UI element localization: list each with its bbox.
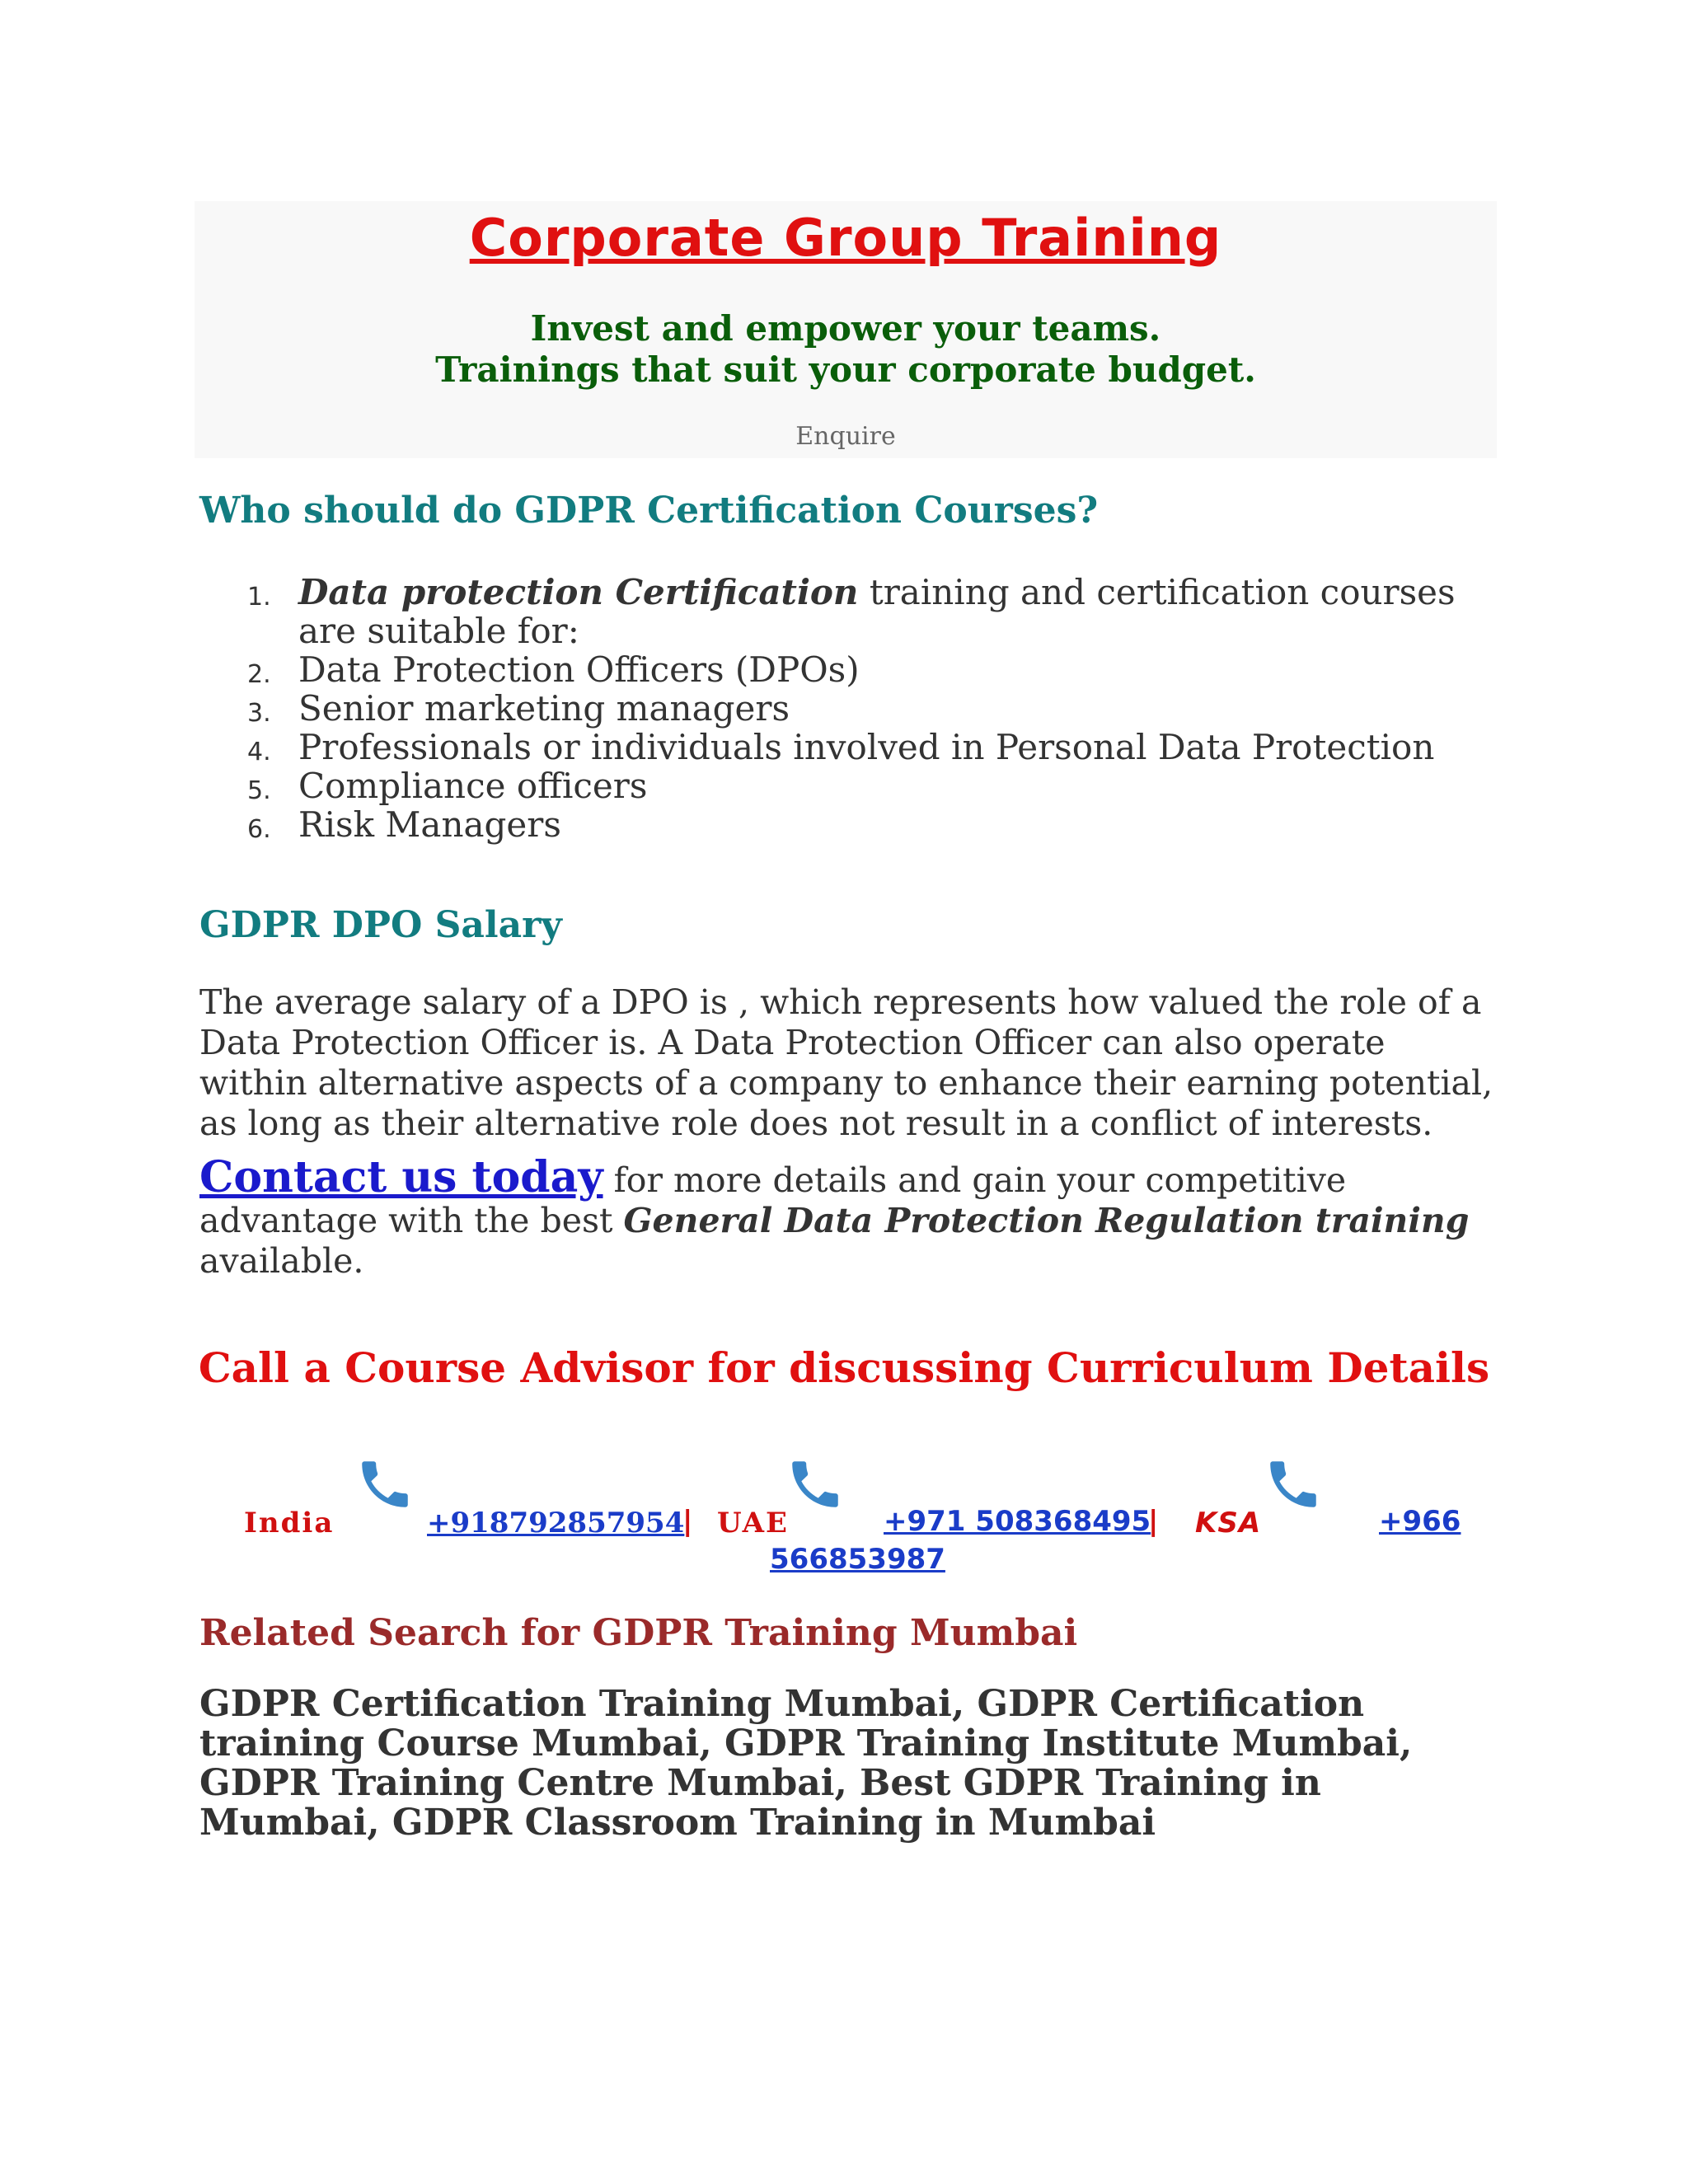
- phone-icon: [354, 1454, 415, 1515]
- audience-list: [199, 573, 1485, 844]
- list-item: [199, 689, 1485, 728]
- contact-bold-text: General Data Protection Regulation training: [623, 1201, 1470, 1240]
- banner-subtitle-line2: Trainings that suit your corporate budget.: [435, 349, 1256, 390]
- phone-icon: [785, 1454, 846, 1515]
- uae-phone-link[interactable]: +971 508368495: [884, 1505, 1151, 1538]
- list-item: [199, 573, 1485, 650]
- list-item-text: Professionals or individuals involved in Personal Data Protection: [298, 727, 1435, 767]
- list-number: 2.: [247, 660, 271, 689]
- who-heading: Who should do GDPR Certification Courses?: [199, 490, 1099, 532]
- list-number: 5.: [247, 776, 271, 805]
- list-item: [199, 650, 1485, 689]
- related-search-text: GDPR Certification Training Mumbai, GDPR Certification training Course Mumbai, GDPR Training Institute Mumbai, GDPR Training Centre Mumbai, Best GDPR Training in Mumbai, GDPR Classroom Training in Mumbai: [199, 1683, 1413, 1844]
- ksa-phone-link-continued[interactable]: 566853987: [770, 1543, 945, 1576]
- salary-paragraph: The average salary of a DPO is , which represents how valued the role of a Data Protection Officer is. A Data Protection Officer can also operate within alternative aspects of a company to enhance their earning potential, as long as their alternative role does not result in a conflict of interests.: [199, 982, 1493, 1143]
- enquire-button[interactable]: Enquire: [795, 422, 896, 451]
- phone-icon: [1263, 1454, 1324, 1515]
- list-item: [199, 766, 1485, 805]
- contact-text: for more details and gain your competitive advantage with the best: [199, 1160, 1347, 1240]
- ksa-label: KSA: [1195, 1507, 1262, 1540]
- ksa-phone-link[interactable]: +966: [1379, 1505, 1461, 1538]
- list-item-text: Risk Managers: [298, 804, 561, 845]
- list-number: 4.: [247, 738, 271, 766]
- related-search-heading: Related Search for GDPR Training Mumbai: [199, 1612, 1078, 1654]
- salary-heading: GDPR DPO Salary: [199, 904, 562, 946]
- list-number: 1.: [247, 583, 271, 612]
- corporate-training-banner: [195, 201, 1497, 458]
- banner-subtitle-line1: Invest and empower your teams.: [530, 308, 1161, 349]
- contact-text-end: available.: [199, 1241, 364, 1281]
- list-item-text: Senior marketing managers: [298, 688, 790, 729]
- contact-paragraph: [199, 1152, 1502, 1282]
- list-number: 6.: [247, 815, 271, 844]
- list-item: [199, 728, 1485, 766]
- list-number: 3.: [247, 699, 271, 728]
- india-phone-link[interactable]: +918792857954: [427, 1507, 685, 1540]
- list-item: [199, 805, 1485, 844]
- contact-us-link[interactable]: Contact us today: [199, 1152, 603, 1202]
- banner-title: Corporate Group Training: [469, 208, 1222, 268]
- separator: |: [682, 1505, 693, 1538]
- india-label: India: [244, 1507, 335, 1540]
- separator: |: [1148, 1505, 1159, 1538]
- uae-label: UAE: [717, 1507, 789, 1540]
- cta-heading: Call a Course Advisor for discussing Curriculum Details: [198, 1343, 1490, 1392]
- list-item-text: Data Protection Officers (DPOs): [298, 649, 860, 690]
- phone-contacts: [231, 1451, 1467, 1582]
- list-item-text: Compliance officers: [298, 766, 648, 806]
- list-item-bold: Data protection Certification: [298, 572, 859, 612]
- list-item-text: training and certification courses are suitable for:: [298, 572, 1456, 651]
